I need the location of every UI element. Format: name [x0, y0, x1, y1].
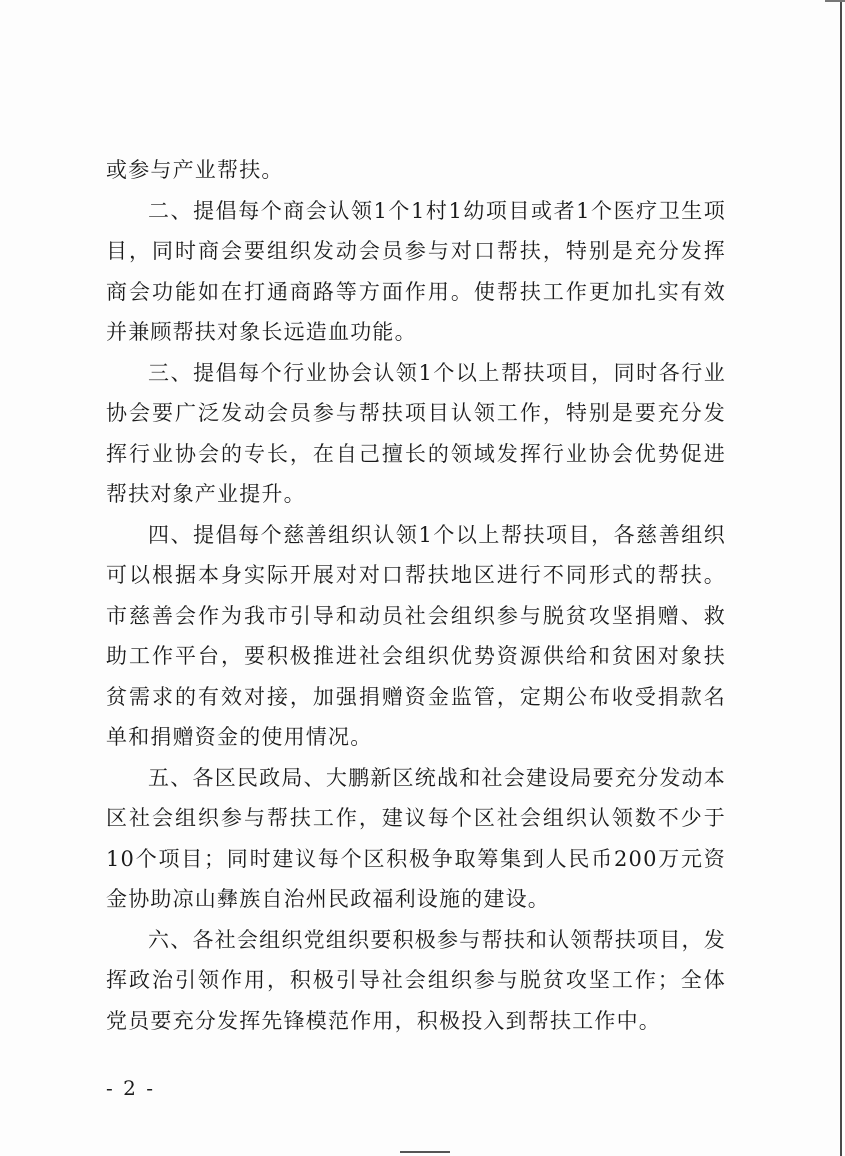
- paragraph-4: 四、提倡每个慈善组织认领1个以上帮扶项目，各慈善组织可以根据本身实际开展对对口帮扶地区进行不同形式的帮扶。市慈善会作为我市引导和动员社会组织参与脱贫攻坚捐赠、救助工作平台，要积极推进社会组织优势资源供给和贫困对象扶贫需求的有效对接，加强捐赠资金监管，定期公布收受捐款名单和捐赠资金的使用情况。: [106, 522, 726, 749]
- document-body: [106, 150, 726, 1041]
- scan-bottom-mark: [400, 1151, 450, 1153]
- paragraph-6: 六、各社会组织党组织要积极参与帮扶和认领帮扶项目，发挥政治引领作用，积极引导社会组织参与脱贫攻坚工作；全体党员要充分发挥先锋模范作用，积极投入到帮扶工作中。: [106, 927, 726, 1033]
- scan-corner-mark: [825, 0, 845, 2]
- continuation-text: 或参与产业帮扶。: [106, 158, 284, 182]
- scan-edge-line: [840, 0, 842, 1156]
- page-number: - 2 -: [106, 1076, 155, 1100]
- paragraph-5: 五、各区民政局、大鹏新区统战和社会建设局要充分发动本区社会组织参与帮扶工作，建议每个区社会组织认领数不少于10个项目；同时建议每个区积极争取筹集到人民币200万元资金协助凉山彝族自治州民政福利设施的建设。: [106, 765, 726, 911]
- paragraph-2: 二、提倡每个商会认领1个1村1幼项目或者1个医疗卫生项目，同时商会要组织发动会员参与对口帮扶，特别是充分发挥商会功能如在打通商路等方面作用。使帮扶工作更加扎实有效并兼顾帮扶对象长远造血功能。: [106, 198, 726, 344]
- paragraph-3: 三、提倡每个行业协会认领1个以上帮扶项目，同时各行业协会要广泛发动会员参与帮扶项目认领工作，特别是要充分发挥行业协会的专长，在自己擅长的领域发挥行业协会优势促进帮扶对象产业提升。: [106, 360, 726, 506]
